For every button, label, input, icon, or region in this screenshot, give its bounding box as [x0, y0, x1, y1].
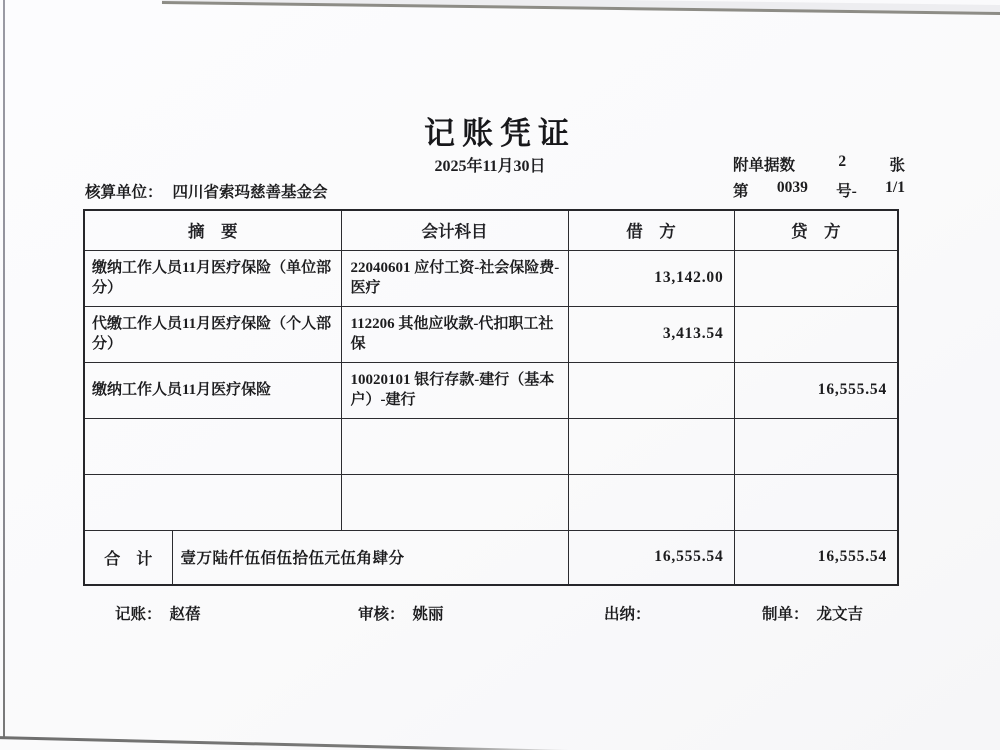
debit-cell: 3,413.54 — [568, 306, 734, 362]
account-cell: 112206 其他应收款-代扣职工社保 — [341, 306, 568, 362]
reviewer-signature — [358, 602, 444, 624]
total-row — [84, 530, 898, 585]
table-header-row — [84, 210, 898, 250]
cashier-label: 出纳： — [604, 606, 651, 623]
bookkeeper-name: 赵蓓 — [169, 606, 201, 623]
bookkeeper-signature — [115, 602, 201, 624]
number-prefix: 第 — [733, 183, 749, 200]
credit-cell: 16,555.54 — [734, 362, 898, 418]
account-cell: 10020101 银行存款-建行（基本户）-建行 — [341, 362, 568, 418]
signature-footer — [0, 602, 1000, 630]
bookkeeper-label: 记账： — [115, 606, 162, 623]
total-label: 合 计 — [84, 530, 172, 585]
header-account: 会计科目 — [341, 210, 568, 250]
accounting-unit-name: 四川省索玛慈善基金会 — [172, 184, 328, 201]
summary-cell — [84, 418, 341, 474]
reviewer-label: 审核： — [358, 606, 405, 623]
preparer-name: 龙文吉 — [816, 606, 864, 623]
attachment-label: 附单据数 — [733, 157, 796, 174]
preparer-signature — [762, 602, 863, 624]
voucher-table — [83, 209, 899, 586]
header-credit: 贷 方 — [734, 210, 898, 250]
total-debit-cell: 16,555.54 — [568, 530, 734, 585]
attachment-unit: 张 — [889, 157, 905, 174]
preparer-label: 制单： — [762, 606, 809, 623]
debit-cell — [568, 362, 734, 418]
summary-cell: 代缴工作人员11月医疗保险（个人部分） — [84, 306, 341, 362]
table-row — [84, 418, 898, 474]
account-cell — [341, 474, 568, 530]
page-indicator: 1/1 — [885, 179, 905, 196]
table-row — [84, 250, 898, 306]
credit-cell — [734, 250, 898, 306]
header-debit: 借 方 — [568, 210, 734, 250]
cashier-signature — [604, 602, 659, 624]
number-suffix: 号- — [836, 183, 857, 200]
attachment-count-line — [733, 153, 905, 175]
voucher-number-line — [733, 179, 905, 201]
account-cell — [341, 418, 568, 474]
attachment-count: 2 — [838, 153, 847, 170]
summary-cell: 缴纳工作人员11月医疗保险 — [84, 362, 341, 418]
debit-cell: 13,142.00 — [568, 250, 734, 306]
table-row — [84, 362, 898, 418]
header-summary: 摘 要 — [84, 210, 341, 250]
summary-cell — [84, 474, 341, 530]
table-row — [84, 474, 898, 530]
voucher-number: 0039 — [776, 179, 808, 196]
reviewer-name: 姚丽 — [412, 606, 444, 623]
amount-in-words: 壹万陆仟伍佰伍拾伍元伍角肆分 — [172, 530, 568, 585]
credit-cell — [734, 474, 898, 530]
credit-cell — [734, 306, 898, 362]
credit-cell — [734, 418, 898, 474]
account-cell: 22040601 应付工资-社会保险费-医疗 — [341, 250, 568, 306]
summary-cell: 缴纳工作人员11月医疗保险（单位部分） — [84, 250, 341, 306]
accounting-unit-label: 核算单位： — [85, 184, 163, 201]
debit-cell — [568, 474, 734, 530]
page-title: 记账凭证 — [424, 116, 576, 151]
table-row — [84, 306, 898, 362]
voucher-date: 2025年11月30日 — [434, 158, 546, 175]
total-credit-cell: 16,555.54 — [734, 530, 898, 585]
debit-cell — [568, 418, 734, 474]
accounting-unit-line — [85, 180, 328, 202]
